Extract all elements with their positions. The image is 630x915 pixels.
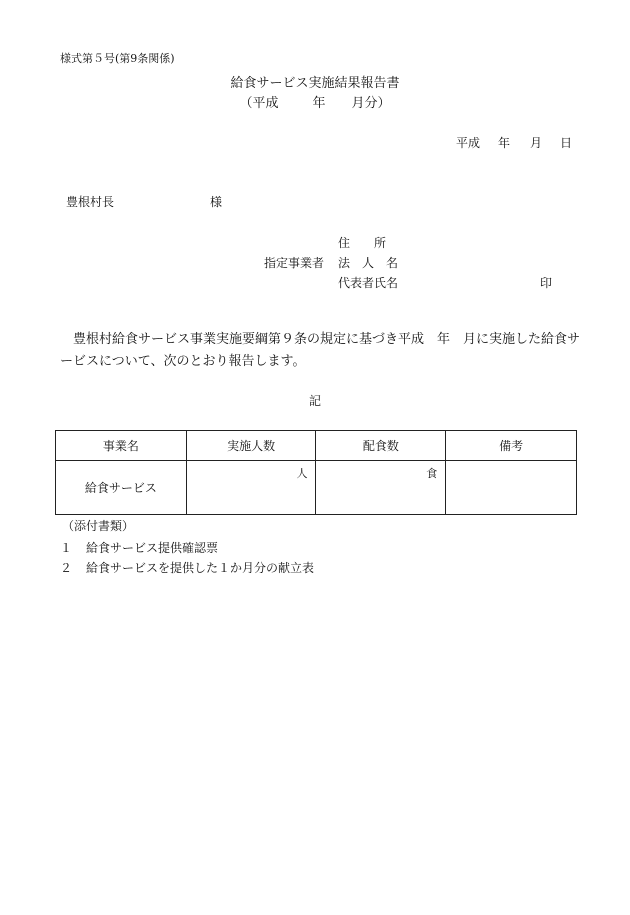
attachment-number: １ [60, 541, 73, 555]
date-year: 年 [498, 136, 511, 150]
date-day: 日 [560, 136, 573, 150]
corp-name-label: 法 人 名 [338, 256, 399, 270]
attachment-item [60, 539, 218, 556]
date-era: 平成 [456, 136, 481, 150]
attachment-text: 給食サービス提供確認票 [86, 541, 219, 555]
report-period [0, 92, 630, 111]
address-label: 住 所 [338, 236, 387, 250]
body-paragraph: 豊根村給食サービス事業実施要綱第９条の規定に基づき平成 年 月に実施した給食サービスについて、次のとおり報告します。 [60, 332, 581, 369]
date-month: 月 [530, 136, 543, 150]
header-meals: 配食数 [316, 431, 446, 461]
representative-label: 代表者氏名 [338, 276, 399, 290]
seal-mark: 印 [540, 276, 553, 290]
attachments-heading: （添付書類） [62, 519, 135, 533]
operator-heading: 指定事業者 [264, 256, 325, 270]
document-title: 給食サービス実施結果報告書 [230, 76, 400, 91]
addressee-name: 豊根村長 [66, 195, 115, 209]
addressee [66, 193, 223, 210]
addressee-honorific: 様 [210, 195, 223, 209]
period-era: （平成 [239, 96, 279, 111]
attachment-item [60, 559, 314, 576]
meals-unit: 食 [426, 467, 438, 480]
period-year: 年 [312, 96, 326, 111]
header-persons: 実施人数 [186, 431, 316, 461]
report-table [55, 430, 577, 515]
persons-cell[interactable] [186, 461, 316, 515]
table-row [56, 461, 577, 515]
header-project: 事業名 [56, 431, 187, 461]
period-month: 月分） [351, 96, 391, 111]
remarks-cell[interactable] [446, 461, 577, 515]
header-remarks: 備考 [446, 431, 577, 461]
table-header-row [56, 431, 577, 461]
service-name-cell: 給食サービス [56, 461, 187, 515]
attachment-number: ２ [60, 561, 73, 575]
form-number: 様式第５号(第9条関係) [60, 52, 175, 65]
attachment-text: 給食サービスを提供した１か月分の献立表 [86, 561, 315, 575]
persons-unit: 人 [296, 467, 308, 480]
ki-heading: 記 [308, 394, 321, 408]
meals-cell[interactable] [316, 461, 446, 515]
